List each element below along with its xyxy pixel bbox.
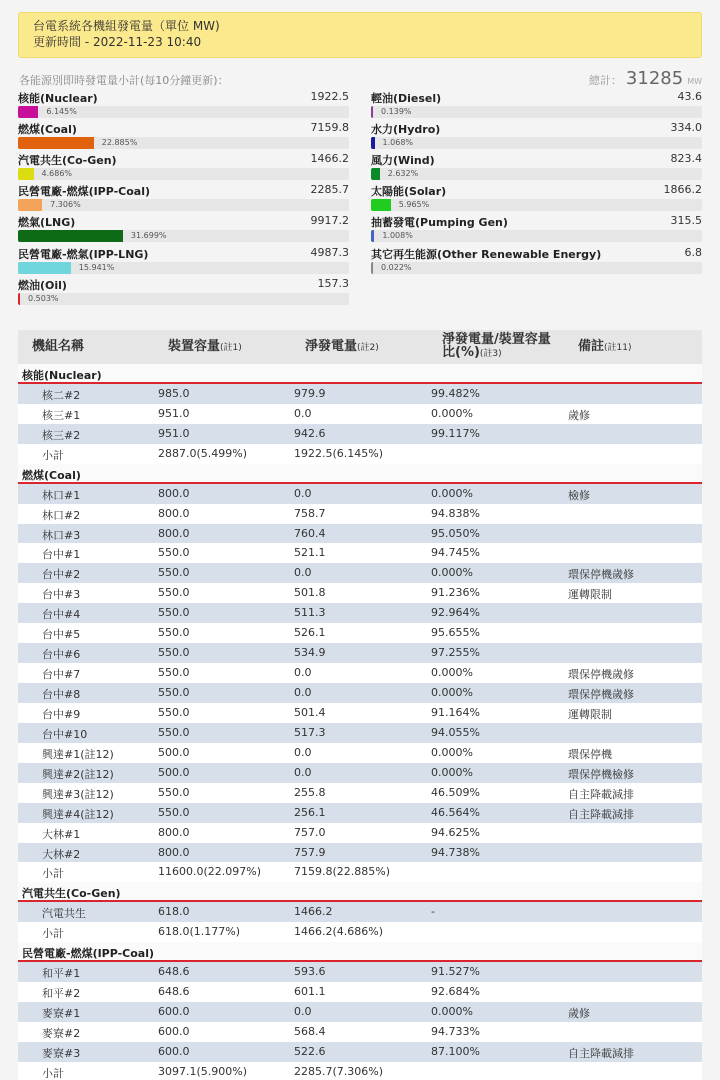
unit-name: 台中#2 [42,568,81,582]
ratio-cell: 95.655% [431,626,480,640]
table-header [18,330,702,364]
ratio-cell: 0.000% [431,566,473,580]
source-percent: 2.632% [387,169,419,179]
unit-name: 核三#2 [42,428,81,442]
source-bar-track [371,106,702,118]
remark-cell: 環保停機歲修 [568,688,634,701]
capacity-cell: 500.0 [158,745,190,759]
remark-cell: 環保停機歲修 [568,568,634,582]
source-item [371,246,702,277]
net-cell: 979.9 [294,386,326,400]
unit-name: 麥寮#1 [42,1007,81,1020]
unit-name: 林口#3 [42,528,81,542]
unit-name: 林口#2 [42,508,81,522]
capacity-cell: 800.0 [158,845,190,859]
net-cell: 522.6 [294,1044,326,1058]
category-row [18,364,702,384]
capacity-cell: 550.0 [158,606,190,620]
table-row [18,862,702,882]
capacity-cell: 550.0 [158,785,190,799]
source-bar-track [18,262,349,274]
unit-name: 台中#1 [42,548,81,562]
table-row [18,663,702,683]
capacity-cell: 951.0 [158,406,190,420]
unit-name: 台中#3 [42,588,81,602]
source-bar-fill [371,230,374,242]
source-bar-fill [18,137,94,149]
header-remark: 備註(註11) [578,339,632,354]
source-bar-fill [18,199,42,211]
net-cell: 0.0 [294,765,312,779]
unit-name: 小計 [42,927,64,941]
net-cell: 593.6 [294,965,326,979]
source-item [18,90,349,121]
net-cell: 0.0 [294,406,312,420]
source-item [371,183,702,214]
net-cell: 534.9 [294,646,326,660]
capacity-cell: 618.0(1.177%) [158,925,241,939]
ratio-cell: 0.000% [431,1005,473,1018]
ratio-cell: 0.000% [431,745,473,759]
unit-name: 小計 [42,1066,64,1080]
source-name: 燃煤(Coal) [18,123,77,137]
net-cell: 601.1 [294,985,326,999]
table-row [18,643,702,663]
capacity-cell: 985.0 [158,386,190,400]
source-item [18,277,349,308]
source-percent: 1.008% [382,231,413,241]
source-bar-fill [371,199,391,211]
page-title: 台電系統各機組發電量（單位 MW) [33,19,220,33]
category-name: 民營電廠-燃煤(IPP-Coal) [22,947,155,961]
ratio-cell: 94.745% [431,546,480,560]
source-name: 其它再生能源(Other Renewable Energy) [371,247,602,261]
source-name: 民營電廠-燃氣(IPP-LNG) [18,247,149,261]
net-cell: 1466.2(4.686%) [294,925,384,939]
source-bar-track [18,230,349,242]
remark-cell: 歲修 [568,408,590,422]
source-bar-fill [371,168,380,180]
table-row [18,404,702,424]
ratio-cell: 87.100% [431,1044,480,1058]
ratio-cell: 95.050% [431,526,480,540]
net-cell: 0.0 [294,686,312,699]
unit-name: 林口#1 [42,488,81,502]
source-bar-fill [18,106,38,118]
net-cell: 517.3 [294,725,326,739]
ratio-cell: 94.625% [431,825,480,839]
capacity-cell: 550.0 [158,666,190,680]
ratio-cell: 99.117% [431,426,480,440]
ratio-cell: 97.255% [431,646,480,660]
source-value: 4987.3 [310,245,349,259]
source-item [371,214,702,245]
unit-name: 台中#7 [42,668,81,682]
table-row [18,384,702,404]
source-percent: 15.941% [78,262,115,272]
source-percent: 0.503% [28,293,59,303]
table-row [18,962,702,982]
unit-name: 台中#10 [42,727,88,741]
net-cell: 0.0 [294,1005,312,1018]
remark-cell: 運轉限制 [568,588,612,602]
source-bar-track [18,199,349,211]
capacity-cell: 550.0 [158,546,190,560]
net-cell: 511.3 [294,606,326,620]
total-value: 31285 [625,68,684,89]
remark-cell: 自主降載減排 [568,1046,634,1060]
capacity-cell: 618.0 [158,905,190,919]
unit-name: 興達#1(註12) [42,747,114,761]
source-name: 燃氣(LNG) [18,216,76,230]
category-row [18,942,702,962]
net-cell: 760.4 [294,526,326,540]
update-time: 更新時間 - 2022-11-23 10:40 [33,35,202,49]
capacity-cell: 11600.0(22.097%) [158,865,262,879]
source-bar-track [18,168,349,180]
table-row [18,743,702,763]
net-cell: 1466.2 [294,905,333,919]
unit-name: 麥寮#3 [42,1046,81,1060]
net-cell: 501.8 [294,586,326,600]
remark-cell: 歲修 [568,1007,590,1020]
net-cell: 521.1 [294,546,326,560]
unit-name: 汽電共生 [42,907,86,921]
capacity-cell: 600.0 [158,1005,190,1018]
source-bar-track [18,293,349,305]
remark-cell: 環保停機檢修 [568,767,634,781]
remark-cell: 自主降載減排 [568,807,634,821]
source-percent: 31.699% [130,231,167,241]
source-item [371,152,702,183]
source-percent: 7.306% [50,200,81,210]
table-row [18,723,702,743]
table-row [18,783,702,803]
source-item [371,90,702,121]
table-row [18,843,702,863]
unit-name: 台中#5 [42,628,81,642]
table-row [18,444,702,464]
capacity-cell: 550.0 [158,586,190,600]
unit-name: 興達#3(註12) [42,787,114,801]
unit-name: 台中#9 [42,707,81,721]
ratio-cell: 92.684% [431,985,480,999]
ratio-cell: 46.509% [431,785,480,799]
table-row [18,424,702,444]
capacity-cell: 550.0 [158,725,190,739]
table-row [18,902,702,922]
capacity-cell: 500.0 [158,765,190,779]
source-bar-fill [18,293,20,305]
unit-name: 興達#4(註12) [42,807,114,821]
capacity-cell: 550.0 [158,626,190,640]
table-row [18,543,702,563]
table-row [18,1002,702,1022]
source-name: 水力(Hydro) [371,123,441,137]
net-cell: 758.7 [294,506,326,520]
table-row [18,1062,702,1080]
net-cell: 0.0 [294,566,312,580]
source-name: 汽電共生(Co-Gen) [18,154,117,168]
header-banner [18,12,702,58]
net-cell: 0.0 [294,666,312,680]
source-item [18,214,349,245]
table-row [18,524,702,544]
ratio-cell: 0.000% [431,406,473,420]
category-name: 燃煤(Coal) [22,468,81,482]
category-name: 汽電共生(Co-Gen) [22,887,121,901]
source-name: 風力(Wind) [371,154,435,168]
unit-name: 和平#2 [42,987,81,1001]
source-bar-track [371,230,702,242]
table-row [18,922,702,942]
source-value: 823.4 [670,152,702,166]
source-value: 6.8 [684,245,702,259]
source-value: 1922.5 [310,90,349,103]
net-cell: 568.4 [294,1024,326,1038]
source-percent: 0.139% [381,107,412,116]
table-body [18,364,702,1080]
capacity-cell: 3097.1(5.900%) [158,1064,248,1078]
ratio-cell: 94.055% [431,725,480,739]
category-name: 核能(Nuclear) [22,369,102,382]
capacity-cell: 800.0 [158,506,190,520]
ratio-cell: 91.527% [431,965,480,979]
unit-name: 小計 [42,867,64,881]
source-value: 157.3 [317,276,349,290]
unit-name: 和平#1 [42,967,81,981]
unit-name: 大林#2 [42,847,81,861]
remark-cell: 檢修 [568,488,590,502]
source-bar-fill [371,262,373,274]
capacity-cell: 550.0 [158,686,190,699]
ratio-cell: 94.738% [431,845,480,859]
ratio-cell: 91.236% [431,586,480,600]
capacity-cell: 800.0 [158,526,190,540]
unit-name: 麥寮#2 [42,1026,81,1040]
net-cell: 757.9 [294,845,326,859]
ratio-cell: 94.733% [431,1024,480,1038]
ratio-cell: 94.838% [431,506,480,520]
source-bar-track [18,106,349,118]
unit-name: 台中#4 [42,608,81,622]
capacity-cell: 550.0 [158,646,190,660]
header-capacity: 裝置容量(註1) [168,339,242,354]
source-name: 太陽能(Solar) [371,185,447,199]
unit-name: 核二#2 [42,388,81,402]
capacity-cell: 800.0 [158,486,190,500]
source-item [18,121,349,152]
net-cell: 255.8 [294,785,326,799]
source-percent: 5.965% [398,200,430,210]
ratio-cell: 0.000% [431,765,473,779]
capacity-cell: 648.6 [158,965,190,979]
table-row [18,683,702,703]
table-row [18,703,702,723]
remark-cell: 運轉限制 [568,707,612,721]
header-ratio: 淨發電量/裝置容量 比(%)(註3) [442,332,551,360]
capacity-cell: 951.0 [158,426,190,440]
ratio-cell: 92.964% [431,606,480,620]
source-value: 2285.7 [310,183,349,197]
ratio-cell: 91.164% [431,705,480,719]
total-label: 總計： [588,74,622,87]
remark-cell: 自主降載減排 [568,787,634,801]
table-row [18,623,702,643]
source-item [371,121,702,152]
source-name: 核能(Nuclear) [18,92,98,105]
capacity-cell: 550.0 [158,805,190,819]
table-row [18,603,702,623]
unit-name: 興達#2(註12) [42,767,114,781]
ratio-cell: 0.000% [431,666,473,680]
unit-name: 台中#6 [42,648,81,662]
net-cell: 0.0 [294,745,312,759]
table-row [18,1042,702,1062]
source-bar-track [371,168,702,180]
net-cell: 2285.7(7.306%) [294,1064,384,1078]
unit-name: 核三#1 [42,408,81,422]
source-item [18,183,349,214]
capacity-cell: 550.0 [158,566,190,580]
table-row [18,763,702,783]
table-row [18,484,702,504]
source-percent: 4.686% [41,169,73,179]
ratio-cell: 46.564% [431,805,480,819]
source-value: 1466.2 [310,152,349,166]
source-value: 315.5 [670,214,702,228]
source-value: 1866.2 [663,183,702,197]
table-row [18,583,702,603]
capacity-cell: 648.6 [158,985,190,999]
source-item [18,246,349,277]
source-value: 334.0 [670,121,702,135]
source-item [18,152,349,183]
total-summary [589,68,702,89]
source-percent: 6.145% [46,107,77,116]
capacity-cell: 800.0 [158,825,190,839]
unit-table [18,330,702,1080]
source-bar-track [371,199,702,211]
unit-name: 小計 [42,448,64,462]
source-bar-fill [18,168,34,180]
source-bar-fill [18,262,71,274]
source-percent: 0.022% [381,262,412,272]
ratio-cell: 0.000% [431,686,473,699]
table-row [18,803,702,823]
source-bar-track [18,137,349,149]
capacity-cell: 2887.0(5.499%) [158,446,248,460]
capacity-cell: 600.0 [158,1044,190,1058]
source-name: 民營電廠-燃煤(IPP-Coal) [18,185,151,199]
ratio-cell: - [431,905,435,919]
source-bar-fill [371,106,373,118]
table-row [18,823,702,843]
summary-caption: 各能源別即時發電量小計(每10分鐘更新)： [19,74,229,87]
category-row [18,464,702,484]
net-cell: 1922.5(6.145%) [294,446,384,460]
ratio-cell: 0.000% [431,486,473,500]
table-row [18,563,702,583]
source-bar-track [371,137,702,149]
capacity-cell: 550.0 [158,705,190,719]
remark-cell: 環保停機歲修 [568,668,634,682]
net-cell: 942.6 [294,426,326,440]
net-cell: 0.0 [294,486,312,500]
total-unit: MW [687,77,702,86]
source-bar-fill [18,230,123,242]
category-row [18,882,702,902]
remark-cell: 環保停機 [568,747,612,761]
net-cell: 501.4 [294,705,326,719]
ratio-cell: 99.482% [431,386,480,400]
source-value: 9917.2 [310,214,349,228]
source-bar-track [371,262,702,274]
capacity-cell: 600.0 [158,1024,190,1038]
source-name: 輕油(Diesel) [371,92,442,105]
header-name: 機組名稱 [32,339,85,354]
source-percent: 22.885% [101,138,138,148]
source-value: 7159.8 [310,121,349,135]
table-row [18,504,702,524]
source-bar-fill [371,137,375,149]
source-value: 43.6 [677,90,702,103]
table-row [18,1022,702,1042]
source-percent: 1.068% [382,138,414,148]
source-name: 抽蓄發電(Pumping Gen) [371,216,508,230]
net-cell: 256.1 [294,805,326,819]
header-net: 淨發電量(註2) [305,339,379,354]
unit-name: 大林#1 [42,827,81,841]
unit-name: 台中#8 [42,688,81,701]
net-cell: 757.0 [294,825,326,839]
net-cell: 526.1 [294,626,326,640]
table-row [18,982,702,1002]
source-name: 燃油(Oil) [18,278,67,292]
net-cell: 7159.8(22.885%) [294,865,391,879]
